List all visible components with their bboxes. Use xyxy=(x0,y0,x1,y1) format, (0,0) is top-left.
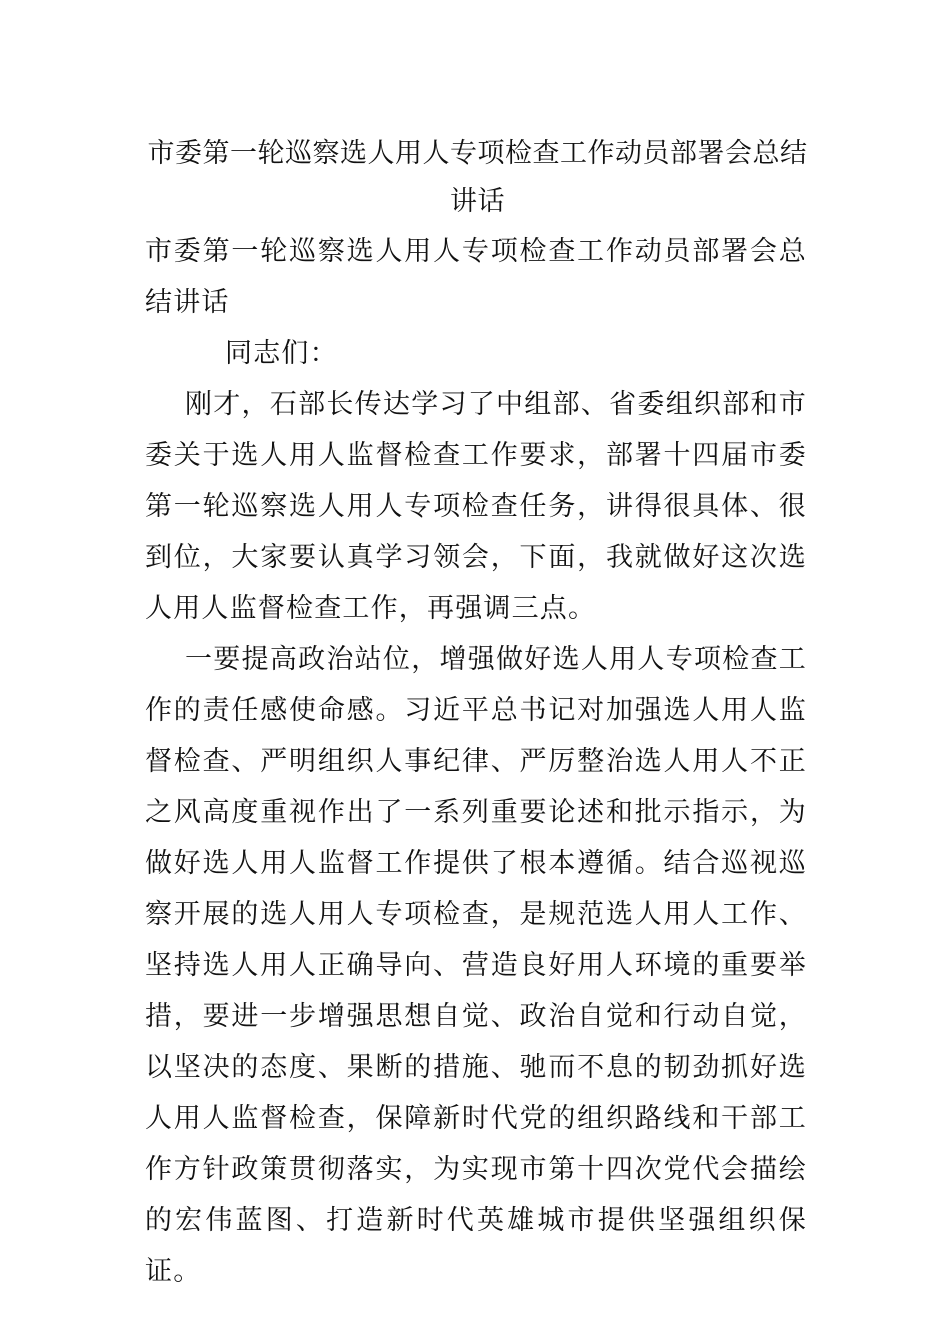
salutation: 同志们： xyxy=(225,338,338,369)
paragraph-intro: 刚才，石部长传达学习了中组部、省委组织部和市委关于选人用人监督检查工作要求，部署十四届市委第一轮巡察选人用人专项检查任务，讲得很具体、很到位，大家要认真学习领会，下面，我就做好这次选人用人监督检查工作，再强调三点。 xyxy=(145,389,807,624)
paragraph-point-one: 一要提高政治站位，增强做好选人用人专项检查工作的责任感使命感。习近平总书记对加强选人用人监督检查、严明组织人事纪律、严厉整治选人用人不正之风高度重视作出了一系列重要论述和批示指示，为做好选人用人监督工作提供了根本遵循。结合巡视巡察开展的选人用人专项检查，是规范选人用人工作、坚持选人用人正确导向、营造良好用人环境的重要举措，要进一步增强思想自觉、政治自觉和行动自觉，以坚决的态度、果断的措施、驰而不息的韧劲抓好选人用人监督检查，保障新时代党的组织路线和干部工作方针政策贯彻落实，为实现市第十四次党代会描绘的宏伟蓝图、打造新时代英雄城市提供坚强组织保证。 xyxy=(145,644,807,1287)
document-subtitle: 市委第一轮巡察选人用人专项检查工作动员部署会总结讲话 xyxy=(145,236,807,318)
document-body xyxy=(145,226,807,1297)
document-title: 市委第一轮巡察选人用人专项检查工作动员部署会总结讲话 xyxy=(147,138,808,217)
